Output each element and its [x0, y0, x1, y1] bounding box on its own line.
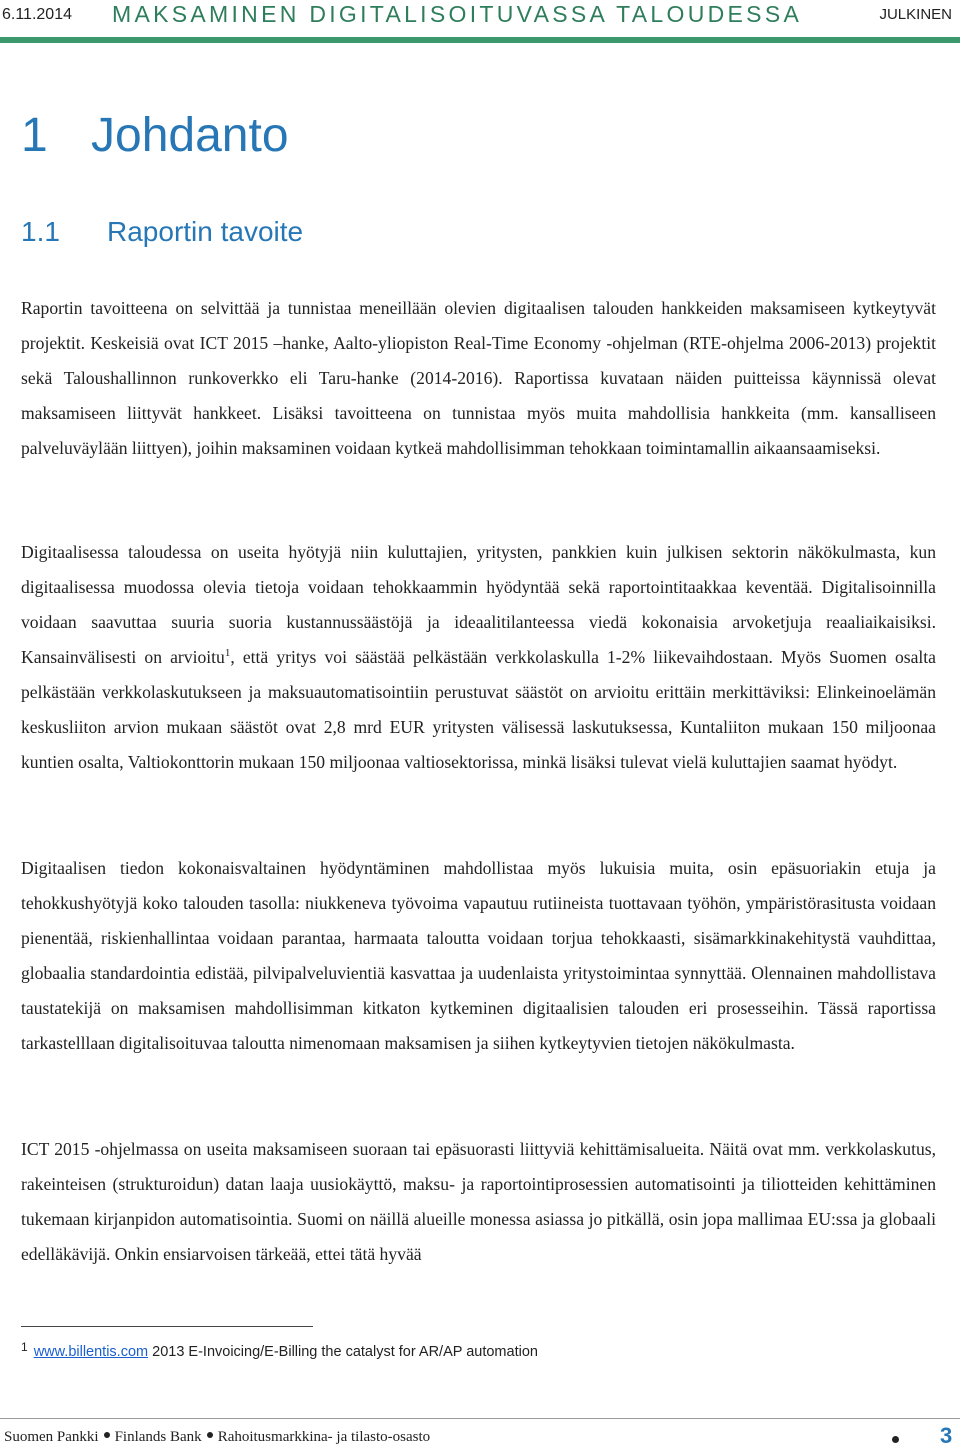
header-divider-bar: [0, 37, 960, 43]
footer-divider: [0, 1418, 960, 1419]
footnote-link[interactable]: www.billentis.com: [33, 1344, 149, 1360]
footnote-text: 2013 E-Invoicing/E-Billing the catalyst for AR/AP automation: [152, 1344, 538, 1360]
paragraph-1: Raportin tavoitteena on selvittää ja tunnistaa meneillään olevien digitaalisen talouden hankkeiden maksamiseen kytkeytyvät projektit. Keskeisiä ovat ICT 2015 –hanke, Aalto-yliopiston Real-Time Economy -ohjelman (RTE-ohjelma 2006-2013) projektit sekä Taloushallinnon runkoverkko eli Taru-hanke (2014-2016). Raportissa kuvataan näiden puitteissa käynnissä olevat maksamiseen liittyvät hankkeet. Lisäksi tavoitteena on tunnistaa myös muita mahdollisia hankkeita (mm. kansalliseen palveluväylään liittyen), joihin maksaminen voidaan kytkeä mahdollisimman tehokkaan toimintamallin aikaansaamiseksi.: [21, 298, 936, 458]
bullet-icon: [104, 1432, 110, 1438]
page-header: [0, 0, 960, 36]
chapter-heading: [21, 108, 289, 163]
footnote: [21, 1340, 538, 1360]
page-footer: [4, 1429, 430, 1446]
header-date: 6.11.2014: [2, 6, 72, 23]
paragraph-2-part-b: , että yritys voi säästää pelkästään verkkolaskulla 1-2% liikevaihdostaan. Myös Suomen osalta pelkästään verkkolaskutukseen ja maksuautomatisointiin perustuvat säästöt on arvioitu erittäin merkittäviksi: Elinkeinoelämän keskusliiton arvion mukaan säästöt ovat 2,8 mrd EUR yritysten välisessä laskutuksessa, Kuntaliiton mukaan 150 miljoonaa kuntien osalta, Valtiokonttorin mukaan 150 miljoonaa valtiosektorissa, minkä lisäksi tulevat vielä kuluttajien saamat hyödyt.: [21, 647, 936, 772]
section-heading: [21, 216, 303, 248]
header-classification: JULKINEN: [879, 6, 952, 23]
header-title: MAKSAMINEN DIGITALISOITUVASSA TALOUDESSA: [112, 1, 803, 27]
bullet-icon: [892, 1436, 899, 1443]
paragraph-4: ICT 2015 -ohjelmassa on useita maksamiseen suoraan tai epäsuorasti liittyviä kehittämisalueita. Näitä ovat mm. verkkolaskutus, rakeinteisen (strukturoidun) datan laaja uusiokäyttö, maksu- ja raportointiprosessien automatisointi ja tiliotteiden kehittäminen tukemaan kirjanpidon automatisointia. Suomi on näillä alueille monessa asiassa jo pitkällä, osin jopa mallimaa EU:ssa ja globaali edelläkävijä. Onkin ensiarvoisen tärkeää, ettei tätä hyvää: [21, 1139, 936, 1264]
footer-department: Rahoitusmarkkina- ja tilasto-osasto: [217, 1429, 431, 1445]
footnote-divider: [21, 1326, 313, 1327]
paragraph-2-part-a: Digitaalisessa taloudessa on useita hyötyjä niin kuluttajien, yritysten, pankkien kuin julkisen sektorin näkökulmasta, kun digitaalisessa muodossa olevia tietoja voidaan tehokkaammin hyödyntää sekä raportointitaakkaa keventää. Digitalisoinnilla voidaan saavuttaa suuria suoria kustannussäästöjä ja ideaalitilanteessa viedä kokonaisia arvoketjuja reaaliaikaisiksi. Kansainvälisesti on arvioitu: [21, 542, 936, 667]
bullet-icon: [207, 1432, 213, 1438]
footer-org-sv: Finlands Bank: [114, 1429, 202, 1445]
footnote-number: 1: [21, 1340, 28, 1354]
section-title: Raportin tavoite: [107, 216, 304, 247]
section-number: 1.1: [21, 216, 60, 247]
footnote-reference[interactable]: 1: [224, 647, 231, 660]
footer-org-fi: Suomen Pankki: [4, 1429, 99, 1445]
paragraph-2: [21, 535, 936, 780]
paragraph-3: Digitaalisen tiedon kokonaisvaltainen hyödyntäminen mahdollistaa myös lukuisia muita, osin epäsuoriakin etuja ja tehokkushyötyjä koko talouden tasolla: niukkeneva työvoima vapautuu rutiineista tuottavaan työhön, ympäristörasitusta voidaan pienentää, riskienhallintaa voidaan parantaa, harmaata taloutta voidaan torjua tehokkaasti, sisämarkkinakehitystä vauhdittaa, globaalia standardointia edistää, pilvipalveluvientiä kasvattaa ja uudenlaista yritystoimintaa synnyttää. Olennainen mahdollistava taustatekijä on maksamisen mahdollisimman kitkaton kytkeminen digitaalisien talouden eri prosesseihin. Tässä raportissa tarkastelllaan digitalisoituvaa taloutta nimenomaan maksamisen ja siihen kytkeytyvien tietojen näkökulmasta.: [21, 858, 936, 1053]
page-number: 3: [940, 1423, 953, 1448]
chapter-number: 1: [21, 109, 48, 162]
chapter-title: Johdanto: [91, 109, 289, 162]
